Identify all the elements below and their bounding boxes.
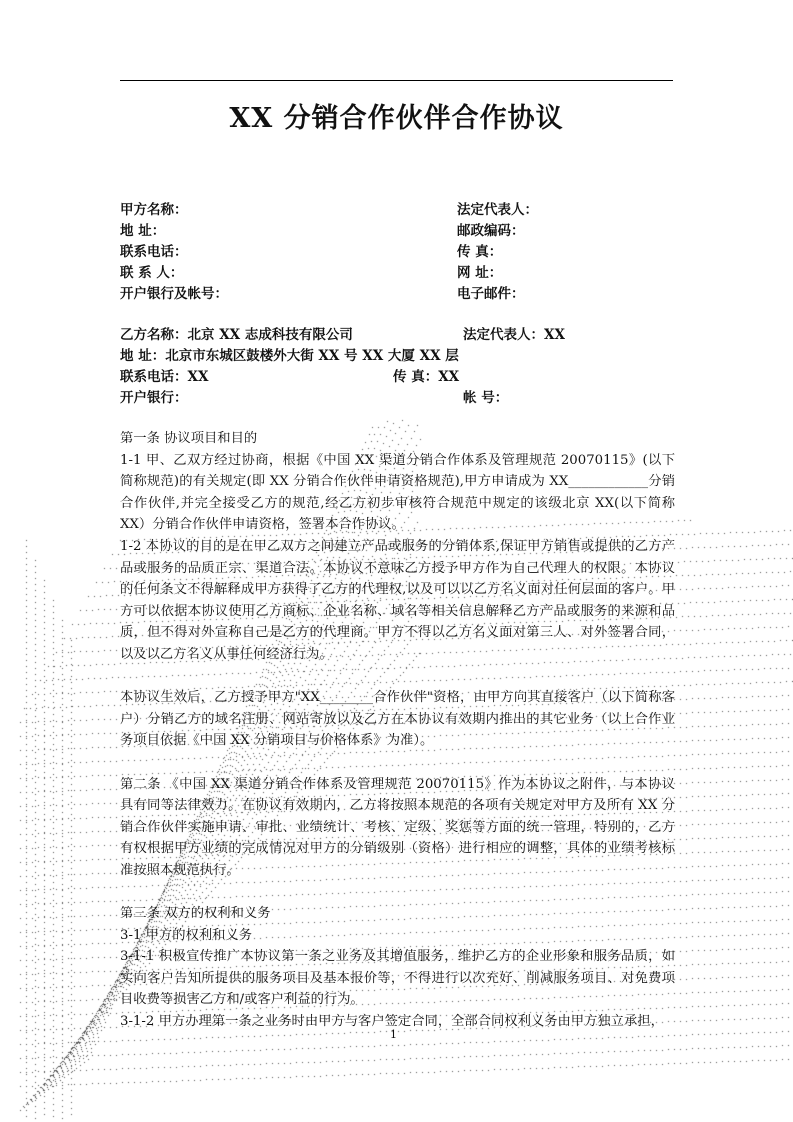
clause-1-2: 1-2 本协议的目的是在甲乙双方之间建立产品或服务的分销体系,保证甲方销售或提供的乙方产品或服务的品质正宗、渠道合法。本协议不意味乙方授予甲方作为自己代理人的权限。本协议的任何条文不得解释成甲方获得了乙方的代理权,以及可以以乙方名义面对任何层面的客户。甲方可以依据本协议使用乙方商标、企业名称、域名等相关信息解释乙方产品或服务的来源和品质，但不得对外宣称自己是乙方的代理商。甲方不得以乙方名义面对第三人、对外签署合同，以及以乙方名义从事任何经济行为。 xyxy=(120,538,675,662)
party-a-fax-label: 传 真： xyxy=(457,244,503,260)
party-a-email-label: 电子邮件： xyxy=(457,286,525,302)
party-a-address-label: 地 址： xyxy=(120,223,166,239)
page-number: 1 xyxy=(390,1028,397,1041)
header-rule xyxy=(120,80,673,81)
party-b-phone: 联系电话：XX xyxy=(120,369,209,385)
party-a-postcode-label: 邮政编码： xyxy=(457,223,525,239)
party-b-account-label: 帐 号： xyxy=(463,390,509,406)
party-b-legal-rep: 法定代表人：XX xyxy=(463,327,565,343)
party-b-address: 地 址：北京市东城区鼓楼外大街 XX 号 XX 大厦 XX 层 xyxy=(120,348,459,364)
clause-3-1-1: 3-1-1 积极宣传推广本协议第一条之业务及其增值服务，维护乙方的企业形象和服务品质，如实向客户告知所提供的服务项目及基本报价等，不得进行以次充好、削减服务项目、对免费项目收费等损害乙方和/或客户利益的行为。 xyxy=(120,949,675,1008)
clause-3-1-2: 3-1-2 甲方办理第一条之业务时由甲方与客户签定合同，全部合同权利义务由甲方独立承担， xyxy=(120,1014,664,1030)
agreement-body xyxy=(120,428,675,1033)
party-a-contact-label: 联 系 人： xyxy=(120,265,184,281)
party-a-bank-label: 开户银行及帐号： xyxy=(120,286,228,302)
effect-paragraph: 本协议生效后，乙方授予甲方"XX________合作伙伴"资格，由甲方向其直接客户（以下简称客户）分销乙方的域名注册、网站寄放以及乙方在本协议有效期内推出的其它业务（以上合作业务项目依据《中国 XX 分销项目与价格体系》为准）。 xyxy=(120,690,675,749)
party-a-name-label: 甲方名称： xyxy=(120,202,188,218)
clause-1-1: 1-1 甲、乙双方经过协商，根据《中国 XX 渠道分销合作体系及管理规范 20070115》(以下简称规范)的有关规定(即 XX 分销合作伙伴申请资格规范),甲方申请成为 XX____________分销合作伙伴,并完全接受乙方的规范,经乙方初步审核符合规范中规定的该级北京 XX(以下简称 XX）分销合作伙伴申请资格，签署本合作协议。 xyxy=(120,452,675,533)
clause-3-1-heading: 3-1 甲方的权利和义务 xyxy=(120,927,253,943)
party-b-fax: 传 真：XX xyxy=(393,369,460,385)
party-a-legal-rep-label: 法定代表人： xyxy=(457,202,538,218)
article-2: 第二条 《中国 XX 渠道分销合作体系及管理规范 20070115》作为本协议之附件，与本协议具有同等法律效力。在协议有效期内，乙方将按照本规范的各项有关规定对甲方及所有 XX 分销合作伙伴实施申请、审批、业绩统计、考核、定级、奖惩等方面的统一管理，特别的，乙方有权根据甲方业绩的完成情况对甲方的分销级别（资格）进行相应的调整，具体的业绩考核标准按照本规范执行。 xyxy=(120,776,675,878)
article-1-heading: 第一条 协议项目和目的 xyxy=(120,431,258,446)
article-3-heading: 第三条 双方的权利和义务 xyxy=(120,906,271,922)
paragraph-gap xyxy=(120,881,675,903)
paragraph-gap xyxy=(120,752,675,774)
party-a-website-label: 网 址： xyxy=(457,265,503,281)
document-title: XX 分销合作伙伴合作协议 xyxy=(229,103,564,134)
paragraph-gap xyxy=(120,666,675,688)
party-b-bank-label: 开户银行： xyxy=(120,390,188,406)
party-b-name: 乙方名称：北京 XX 志成科技有限公司 xyxy=(120,327,353,343)
party-a-phone-label: 联系电话： xyxy=(120,244,188,260)
